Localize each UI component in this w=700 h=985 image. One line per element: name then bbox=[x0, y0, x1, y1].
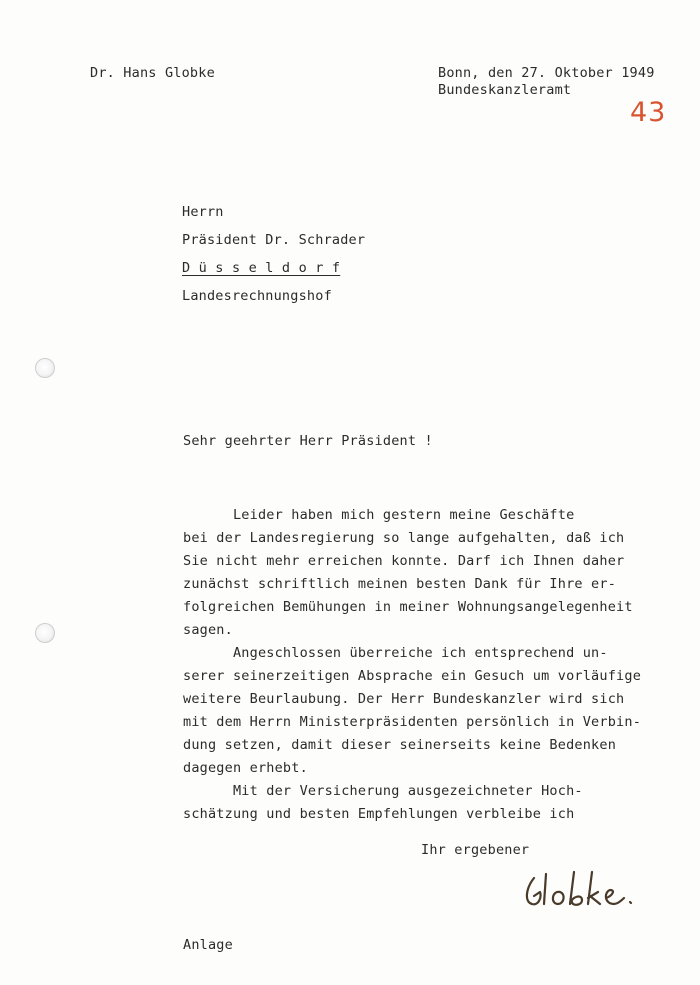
body-line: Angeschlossen überreiche ich entsprechend un- bbox=[183, 645, 608, 661]
punch-hole bbox=[35, 623, 55, 643]
sender-name: Dr. Hans Globke bbox=[90, 65, 215, 81]
recipient-salutation: Herrn bbox=[182, 204, 224, 220]
recipient-institution: Landesrechnungshof bbox=[182, 288, 332, 304]
body-line: dagegen erhebt. bbox=[183, 760, 308, 776]
body-line: bei der Landesregierung so lange aufgehalten, daß ich bbox=[183, 530, 625, 546]
folio-number: 43 bbox=[630, 97, 667, 128]
punch-hole bbox=[35, 358, 55, 378]
recipient-city: D ü s s e l d o r f bbox=[182, 260, 341, 276]
office-name: Bundeskanzleramt bbox=[438, 82, 572, 98]
handwritten-signature bbox=[520, 866, 640, 916]
body-line: Mit der Versicherung ausgezeichneter Hoch- bbox=[183, 783, 583, 799]
body-line: folgreichen Bemühungen in meiner Wohnungsangelegenheit bbox=[183, 599, 633, 615]
closing-phrase: Ihr ergebener bbox=[421, 842, 530, 858]
place-date: Bonn, den 27. Oktober 1949 bbox=[438, 65, 655, 81]
body-line: mit dem Herrn Ministerpräsidenten persönlich in Verbin- bbox=[183, 714, 642, 730]
recipient-name: Präsident Dr. Schrader bbox=[182, 232, 366, 248]
body-line: serer seinerzeitigen Absprache ein Gesuch um vorläufige bbox=[183, 668, 642, 684]
body-line: Sie nicht mehr erreichen konnte. Darf ich Ihnen daher bbox=[183, 553, 625, 569]
enclosure-note: Anlage bbox=[183, 937, 233, 953]
body-line: sagen. bbox=[183, 622, 233, 638]
body-line: weitere Beurlaubung. Der Herr Bundeskanzler wird sich bbox=[183, 691, 625, 707]
body-line: schätzung und besten Empfehlungen verbleibe ich bbox=[183, 806, 575, 822]
body-line: zunächst schriftlich meinen besten Dank für Ihre er- bbox=[183, 576, 617, 592]
body-line: Leider haben mich gestern meine Geschäfte bbox=[183, 507, 575, 523]
body-line: dung setzen, damit dieser seinerseits keine Bedenken bbox=[183, 737, 617, 753]
letter-salutation: Sehr geehrter Herr Präsident ! bbox=[183, 433, 433, 449]
